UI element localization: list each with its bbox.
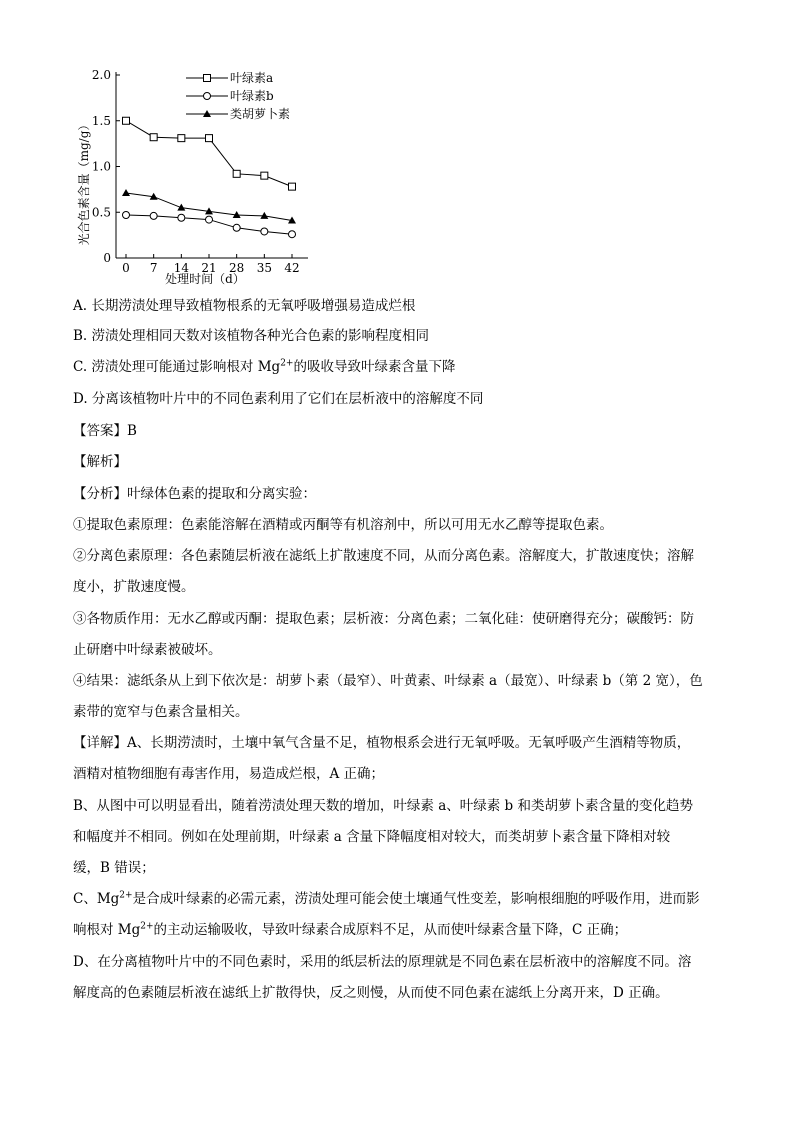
detail-a-line-2: 酒精对植物细胞有毒害作用，易造成烂根，A 正确； xyxy=(73,766,385,782)
data-point-triangle xyxy=(122,189,130,196)
data-point-square xyxy=(261,172,268,179)
analysis-intro xyxy=(73,484,316,504)
detail-c-text-3: 响根对 Mg xyxy=(73,922,141,938)
data-point-circle xyxy=(123,211,130,218)
y-tick-label: 0 xyxy=(103,251,111,265)
data-point-circle xyxy=(204,93,211,100)
option-c-superscript: 2+ xyxy=(280,358,294,369)
x-tick-label: 35 xyxy=(256,261,272,275)
option-b: B. 涝渍处理相同天数对该植物各种光合色素的影响程度相同 xyxy=(73,328,430,344)
detail-b-line-2: 和幅度并不相同。例如在处理前期，叶绿素 a 含量下降幅度相对较大，而类胡萝卜素含量下降相对较 xyxy=(73,829,671,845)
answer xyxy=(73,421,137,441)
analysis-point-2-line-1: ②分离色素原理：各色素随层析液在滤纸上扩散速度不同，从而分离色素。溶解度大，扩散速度快；溶解 xyxy=(73,548,694,564)
data-point-square xyxy=(178,135,185,142)
y-tick-label: 2.0 xyxy=(91,68,111,82)
detail-d-line-2: 解度高的色素随层析液在滤纸上扩散得快，反之则慢，从而使不同色素在滤纸上分离开来，D 正确。 xyxy=(73,985,669,1001)
legend-label: 类胡萝卜素 xyxy=(230,107,291,121)
legend-label: 叶绿素b xyxy=(230,89,274,103)
detail-a-text: A、长期涝渍时，土壤中氧气含量不足，植物根系会进行无氧呼吸。无氧呼吸产生酒精等物质， xyxy=(127,735,691,751)
detail-c-text-2: 是合成叶绿素的必需元素，涝渍处理可能会使土壤通气性变差，影响根细胞的呼吸作用，进而影 xyxy=(132,891,700,907)
analysis-label: 【分析】 xyxy=(73,486,127,502)
answer-label: 【答案】 xyxy=(73,423,127,439)
data-point-circle xyxy=(178,214,185,221)
data-point-triangle xyxy=(177,204,185,211)
y-tick-label: 1.0 xyxy=(91,159,111,174)
option-c-text-1: C. 涝渍处理可能通过影响根对 Mg xyxy=(73,359,281,375)
detail-b-line-1: B、从图中可以明显看出，随着涝渍处理天数的增加，叶绿素 a、叶绿素 b 和类胡萝卜素含量的变化趋势 xyxy=(73,798,693,814)
chart-axes xyxy=(116,72,308,258)
series-circle xyxy=(123,211,296,237)
analysis-point-1: ①提取色素原理：色素能溶解在酒精或丙酮等有机溶剂中，所以可用无水乙醇等提取色素。 xyxy=(73,517,613,533)
x-tick-label: 21 xyxy=(201,261,217,275)
analysis-heading: 【解析】 xyxy=(73,454,127,470)
x-axis-label: 处理时间（d） xyxy=(165,272,245,286)
data-point-square xyxy=(289,183,296,190)
series-square xyxy=(123,117,296,190)
analysis-point-3-line-1: ③各物质作用：无水乙醇或丙酮：提取色素；层析液：分离色素；二氧化硅：使研磨得充分；碳酸钙：防 xyxy=(73,611,694,627)
option-c-text-2: 的吸收导致叶绿素含量下降 xyxy=(293,359,456,375)
y-tick-label: 1.5 xyxy=(91,113,111,128)
detail-b-line-3: 缓，B 错误； xyxy=(73,860,155,876)
option-d: D. 分离该植物叶片中的不同色素利用了它们在层析液中的溶解度不同 xyxy=(73,391,484,407)
data-point-circle xyxy=(150,212,157,219)
detail-c-superscript-2: 2+ xyxy=(140,921,154,932)
x-tick-label: 42 xyxy=(284,261,300,275)
analysis-point-3-line-2: 止研磨中叶绿素被破坏。 xyxy=(73,642,222,658)
option-c xyxy=(73,357,455,377)
detail-c-superscript-1: 2+ xyxy=(119,890,133,901)
data-point-square xyxy=(206,135,213,142)
detail-a-line-1 xyxy=(73,733,690,753)
x-tick-label: 0 xyxy=(122,261,130,275)
detail-c-line-1 xyxy=(73,889,700,909)
data-point-square xyxy=(150,134,157,141)
x-tick-label: 14 xyxy=(173,261,189,275)
data-point-square xyxy=(123,117,130,124)
detail-c-text-1: C、Mg xyxy=(73,891,120,907)
data-point-square xyxy=(233,170,240,177)
analysis-point-2-line-2: 度小，扩散速度慢。 xyxy=(73,579,195,595)
option-a: A. 长期涝渍处理导致植物根系的无氧呼吸增强易造成烂根 xyxy=(73,298,416,314)
data-point-circle xyxy=(289,231,296,238)
detail-label: 【详解】 xyxy=(73,735,127,751)
answer-value: B xyxy=(127,423,137,439)
pigment-chart xyxy=(68,58,318,288)
legend-label: 叶绿素a xyxy=(230,71,274,85)
y-tick-label: 0.5 xyxy=(91,205,111,220)
detail-c-line-2 xyxy=(73,920,627,940)
detail-c-text-4: 的主动运输吸收，导致叶绿素合成原料不足，从而使叶绿素含量下降，C 正确； xyxy=(153,922,628,938)
data-point-circle xyxy=(261,228,268,235)
chart-series xyxy=(122,117,296,237)
x-tick-label: 7 xyxy=(149,261,158,275)
data-point-circle xyxy=(206,216,213,223)
analysis-point-4-line-2: 素带的宽窄与色素含量相关。 xyxy=(73,704,249,720)
analysis-intro-text: 叶绿体色素的提取和分离实验： xyxy=(127,486,316,502)
data-point-square xyxy=(204,75,211,82)
analysis-point-4-line-1: ④结果：滤纸条从上到下依次是：胡萝卜素（最窄）、叶黄素、叶绿素 a（最宽）、叶绿素 b（第 2 宽），色 xyxy=(73,673,703,689)
detail-d-line-1: D、在分离植物叶片中的不同色素时，采用的纸层析法的原理就是不同色素在层析液中的溶解度不同。溶 xyxy=(73,954,692,970)
y-axis-label: 光合色素含量（mg/g） xyxy=(77,118,91,246)
data-point-circle xyxy=(233,224,240,231)
chart-legend xyxy=(186,70,290,121)
x-tick-label: 28 xyxy=(229,261,245,275)
